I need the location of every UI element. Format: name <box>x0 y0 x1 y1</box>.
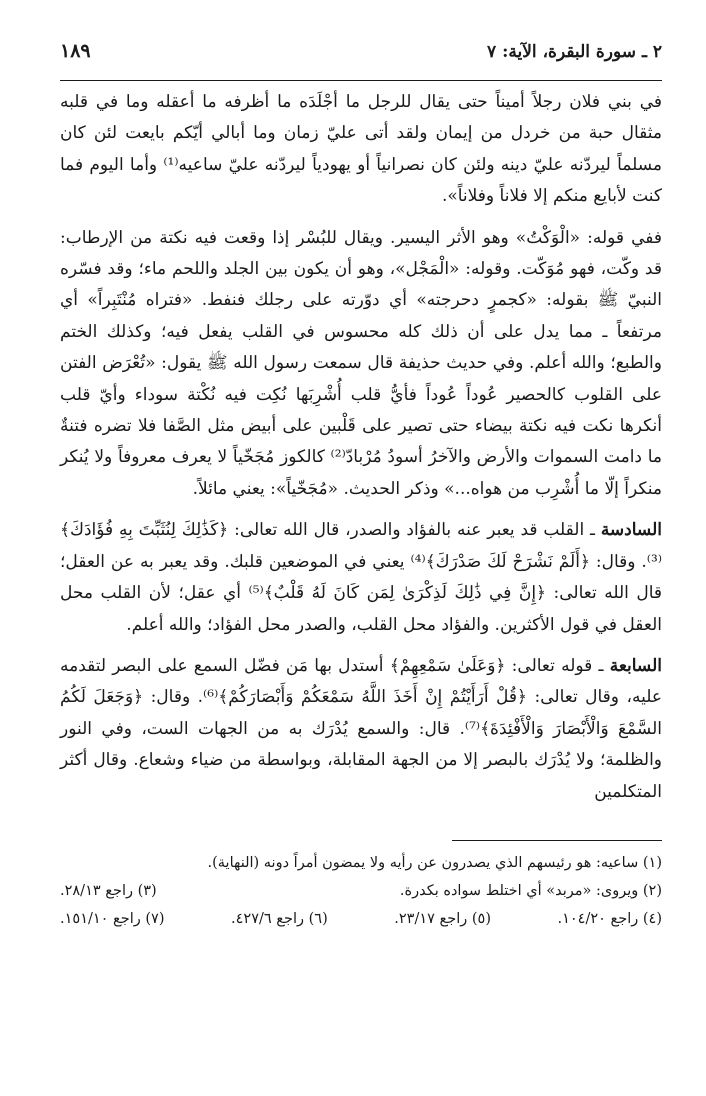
paragraph-4 <box>60 651 662 808</box>
page-header <box>60 40 662 80</box>
paragraph-2-text: ففي قوله: «الْوَكْتُ» وهو الأثر اليسير. ويقال للبُسْر إذا وقعت فيه نكتة من الإرطاب: قد وكّت، فهو مُوَكّت. وقوله: «الْمَجْل»، وهو أن يكون بين الجلد واللحم ماء؛ وقد فسّره النبيّ ﷺ بقوله: «كجمرٍ دحرجته» أي دوّرته على رجلك فنفط. «فتراه مُنْتَبِراً» أي مرتفعاً ـ مما يدل على أن ذلك كله محسوس في القلب يفعل فيه؛ وكذلك الختم والطبع؛ والله أعلم. وفي حديث حذيفة قال سمعت رسول الله ﷺ يقول: «تُعْرَض الفتن على القلوب كالحصير عُوداً عُوداً فأيُّ قلب أُشْرِبَها نُكِت فيه نُكْتة سوداء وأيّ قلب أنكرها نكت فيه نكتة بيضاء حتى تصير على قَلْبين على أبيض مثل الصَّفا فلا تضره فتنةٌ ما دامت السموات والأرض والآخرُ أسودُ مُرْبادّ⁽²⁾ كالكوز مُجَخّياً لا يعرف معروفاً ولا يُنكر منكراً إلّا ما أُشْرِب من هواه...» وذكر الحديث. «مُجَخّياً»: يعني مائلاً. <box>60 227 662 499</box>
header-divider <box>60 80 662 81</box>
footnote-row-2 <box>60 877 662 905</box>
surah-title: ٢ ـ سورة البقرة، الآية: ٧ <box>487 42 662 62</box>
section-lead-seventh: السابعة <box>609 655 662 676</box>
footnote-5: (٥) راجع ٢٣/١٧. <box>394 910 491 927</box>
page-number: ١٨٩ <box>60 40 91 62</box>
paragraph-1-text: في بني فلان رجلاً أميناً حتى يقال للرجل ما أجْلَدَه ما أظرفه ما أعقله وما في قلبه مثقال حبة من خردل من إيمان ولقد أتى عليّ زمان وما أبالي أيّكم بايعت لئن كان مسلماً ليردّنه عليّ دينه ولئن كان نصرانياً أو يهودياً ليردّنه عليّ ساعيه⁽¹⁾ وأما اليوم فما كنت لأبايع منكم إلا فلاناً وفلاناً». <box>60 92 662 207</box>
footnote-row-3 <box>60 905 662 933</box>
footnote-2: (٢) ويروى: «مربد» أي اختلط سواده بكدرة. <box>399 882 662 899</box>
paragraph-4-text: ـ قوله تعالى: ﴿وَعَلَىٰ سَمْعِهِمْ﴾ أستدل بها مَن فضّل السمع على البصر لتقدمه عليه، وقال تعالى: ﴿قُلْ أَرَأَيْتُمْ إِنْ أَخَذَ اللَّهُ سَمْعَكُمْ وَأَبْصَارَكُمْ﴾⁽⁶⁾. وقال: ﴿وَجَعَلَ لَكُمُ السَّمْعَ وَالْأَبْصَارَ وَالْأَفْئِدَةَ﴾⁽⁷⁾. قال: والسمع يُدْرَك به من الجهات الست، وفي النور والظلمة؛ ولا يُدْرَك بالبصر إلا من الجهة المقابلة، وبواسطة من ضياء وشعاع. وقال أكثر المتكلمين <box>60 655 662 802</box>
paragraph-2 <box>60 223 662 506</box>
paragraph-3 <box>60 515 662 641</box>
document-page <box>60 40 662 933</box>
paragraph-spacer <box>60 641 662 651</box>
footnote-3: (٣) راجع ٢٨/١٣. <box>60 882 157 899</box>
footnote-divider <box>452 840 662 841</box>
footnote-7: (٧) راجع ١٥١/١٠. <box>60 910 165 927</box>
paragraph-1 <box>60 87 662 213</box>
footnote-4: (٤) راجع ١٠٤/٢٠. <box>557 910 662 927</box>
footnote-6: (٦) راجع ٤٢٧/٦. <box>231 910 328 927</box>
section-lead-sixth: السادسة <box>600 520 662 541</box>
paragraph-spacer <box>60 505 662 515</box>
footnote-1: (١) ساعيه: هو رئيسهم الذي يصدرون عن رأيه ولا يمضون أمراً دونه (النهاية). <box>207 854 662 871</box>
paragraph-spacer <box>60 213 662 223</box>
paragraph-3-text: ـ القلب قد يعبر عنه بالفؤاد والصدر، قال الله تعالى: ﴿كَذَٰلِكَ لِنُثَبِّتَ بِهِ فُؤَادَكَ﴾⁽³⁾. وقال: ﴿أَلَمْ نَشْرَحْ لَكَ صَدْرَكَ﴾⁽⁴⁾ يعني في الموضعين قلبك. وقد يعبر به عن العقل؛ قال الله تعالى: ﴿إِنَّ فِي ذَٰلِكَ لَذِكْرَىٰ لِمَن كَانَ لَهُ قَلْبٌ﴾⁽⁵⁾ أي عقل؛ لأن القلب محل العقل في قول الأكثرين. والفؤاد محل القلب، والصدر محل الفؤاد؛ والله أعلم. <box>60 520 663 635</box>
